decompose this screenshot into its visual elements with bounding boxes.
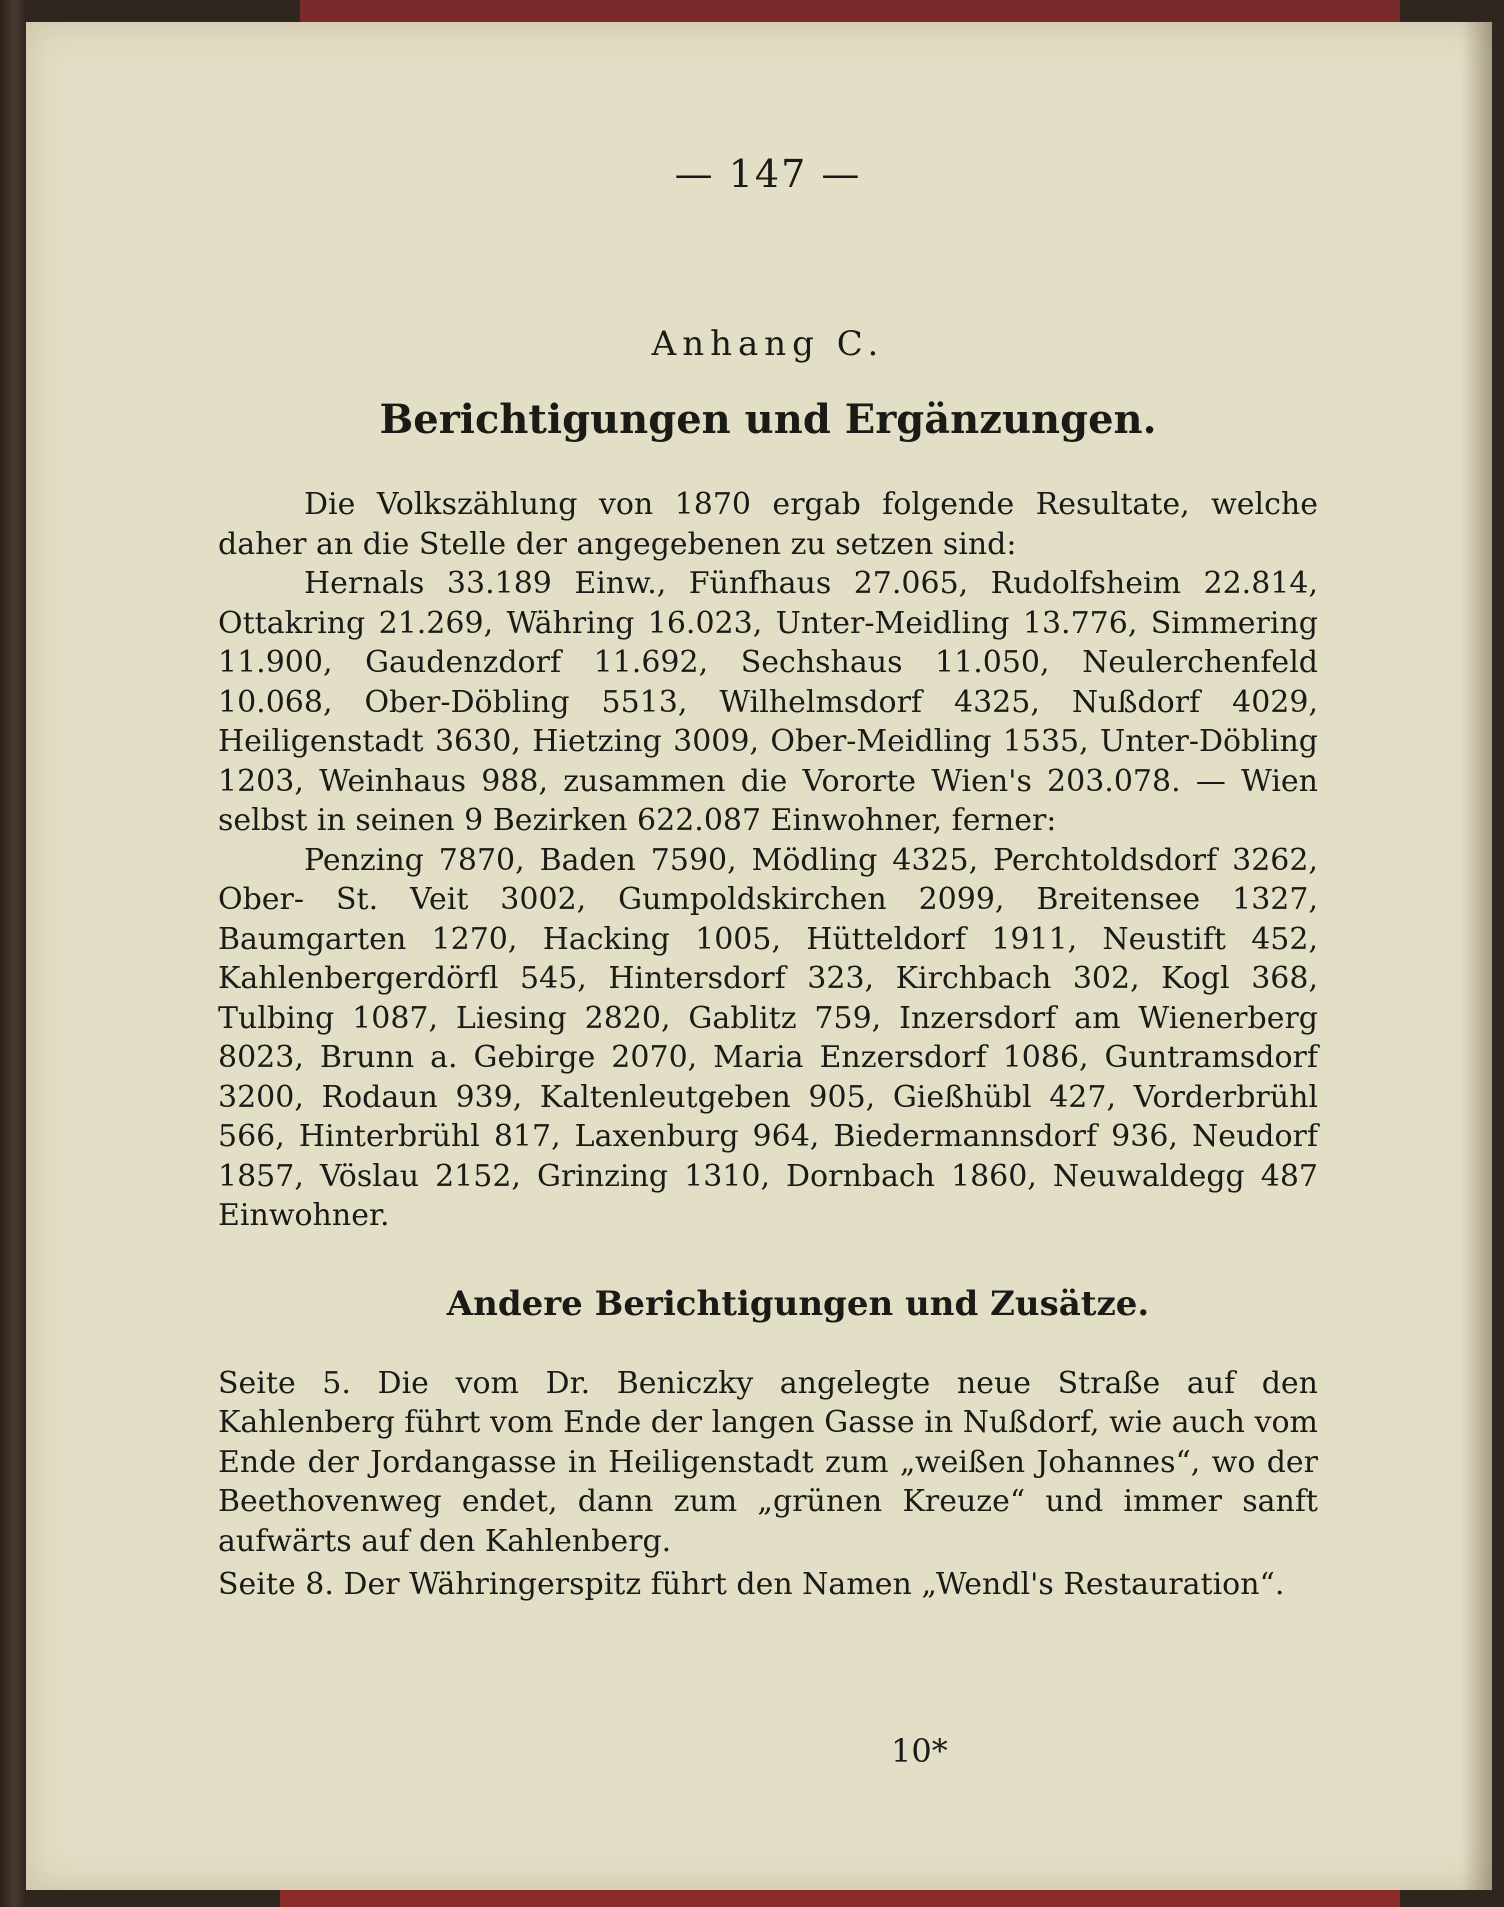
section-heading: Andere Berichtigungen und Zusätze. <box>446 1283 1150 1324</box>
page-number: — 147 — <box>674 152 862 196</box>
correction-entry-label: Seite 5. <box>218 1365 351 1401</box>
correction-entry-label: Seite 8. <box>218 1567 334 1602</box>
correction-entry-text <box>218 1565 1318 1605</box>
correction-entry-text <box>218 1364 1318 1562</box>
book-cover-edge-bottom <box>280 1890 1400 1907</box>
census-intro: Die Volkszählung von 1870 ergab folgende Resultate, welche daher an die Stelle der angegebenen zu setzen sind: <box>218 487 1318 562</box>
appendix-label: Anhang C. <box>651 324 885 364</box>
census-suburbs: Hernals 33.189 Einw., Fünfhaus 27.065, Rudolfsheim 22.814, Ottakring 21.269, Währing 16.023, Unter-Meidling 13.776, Simmering 11.900, Gaudenzdorf 11.692, Sechshaus 11.050, Neulerchenfeld 10.068, Ober-Döbling 5513, Wilhelmsdorf 4325, Nußdorf 4029, Heiligenstadt 3630, Hietzing 3009, Ober-Meidling 1535, Unter-Döbling 1203, Weinhaus 988, zusammen die Vororte Wien's 203.078. — Wien selbst in seinen 9 Bezirken 622.087 Einwohner, ferner: <box>218 566 1318 838</box>
correction-entry <box>218 1565 1318 1605</box>
page-title: Berichtigungen und Ergänzungen. <box>379 396 1157 443</box>
book-cover-edge-top <box>300 0 1400 22</box>
census-towns: Penzing 7870, Baden 7590, Mödling 4325, Perchtoldsdorf 3262, Ober- St. Veit 3002, Gumpoldskirchen 2099, Breitensee 1327, Baumgarten 1270, Hacking 1005, Hütteldorf 1911, Neustift 452, Kahlenbergerdörfl 545, Hintersdorf 323, Kirchbach 302, Kogl 368, Tulbing 1087, Liesing 2820, Gablitz 759, Inzersdorf am Wienerberg 8023, Brunn a. Gebirge 2070, Maria Enzersdorf 1086, Guntramsdorf 3200, Rodaun 939, Kaltenleutgeben 905, Gießhübl 427, Vorderbrühl 566, Hinterbrühl 817, Laxenburg 964, Biedermannsdorf 936, Neudorf 1857, Vöslau 2152, Grinzing 1310, Dornbach 1860, Neuwaldegg 487 Einwohner. <box>218 842 1318 1233</box>
signature-mark: 10* <box>891 1732 948 1770</box>
correction-entry <box>218 1364 1318 1562</box>
gutter-shadow <box>1462 22 1492 1890</box>
correction-entry-body: Die vom Dr. Beniczky angelegte neue Straße auf den Kahlenberg führt vom Ende der langen Gasse in Nußdorf, wie auch vom Ende der Jordangasse in Heiligenstadt zum „weißen Johannes“, wo der Beethovenweg endet, dann zum „grünen Kreuze“ und immer sanft aufwärts auf den Kahlenberg. <box>218 1365 1318 1559</box>
correction-entry-body: Der Währingerspitz führt den Namen „Wendl's Restauration“. <box>343 1567 1285 1602</box>
book-page <box>26 22 1492 1890</box>
page-content <box>218 152 1318 1605</box>
